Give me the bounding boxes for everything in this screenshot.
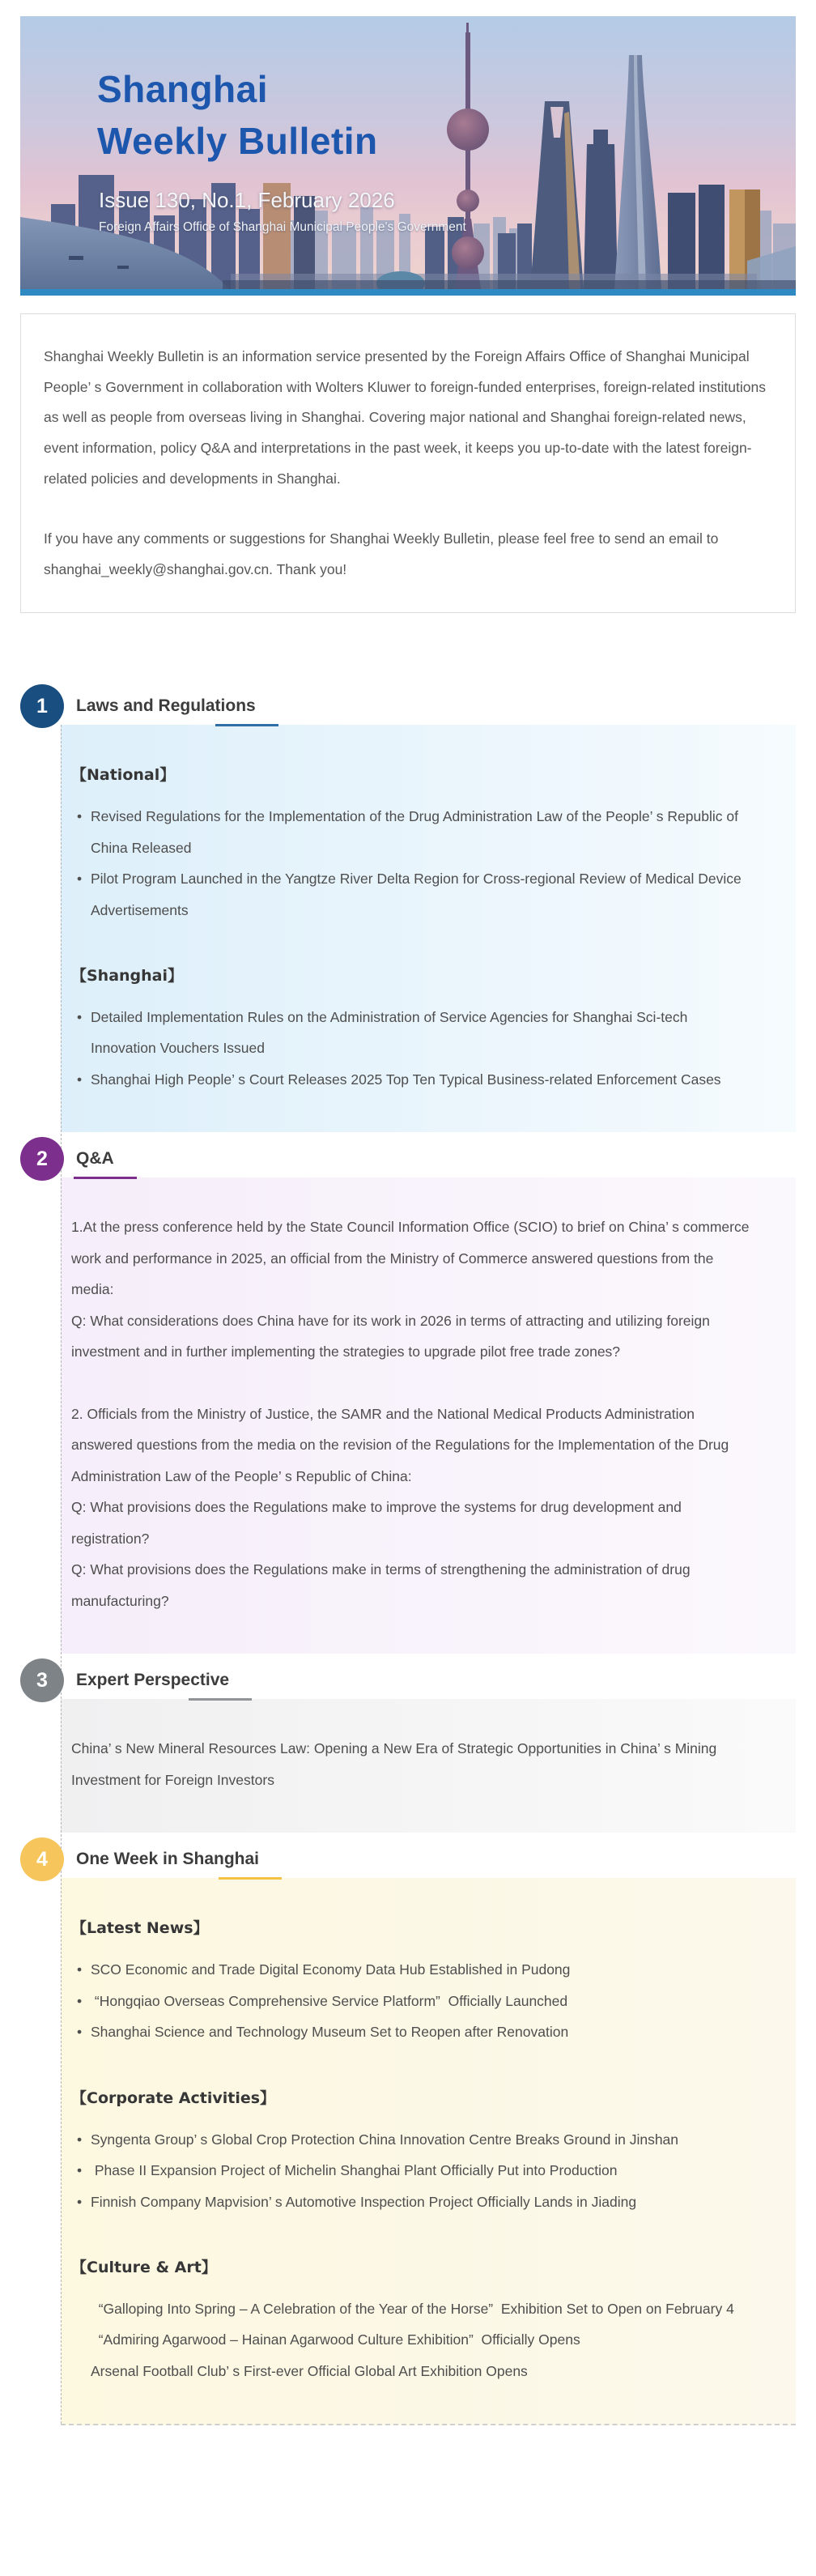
- section-number-badge: 2: [20, 1137, 64, 1181]
- group-item-list: [71, 2293, 751, 2387]
- section-title: [76, 1850, 259, 1869]
- title-underline-decoration: [219, 1877, 282, 1880]
- section-title-text: Expert Perspective: [76, 1671, 230, 1690]
- group-heading: 【National】: [71, 766, 176, 785]
- section-number-badge: 1: [20, 684, 64, 728]
- bulletin-title-line1: Shanghai: [97, 68, 269, 110]
- list-item: • SCO Economic and Trade Digital Economy Data Hub Established in Pudong: [71, 1954, 751, 1986]
- bulletin-title: [97, 63, 378, 168]
- topic-group: [71, 2251, 751, 2387]
- list-item: Arsenal Football Club’ s First-ever Official Global Art Exhibition Opens: [91, 2362, 528, 2379]
- qa-block: [71, 1399, 751, 1617]
- topic-group: [71, 1912, 751, 2047]
- title-underline-decoration: [189, 1698, 252, 1701]
- section-expert-perspective: [20, 1658, 796, 1833]
- list-item: • Phase II Expansion Project of Michelin Shanghai Plant Officially Put into Production: [71, 2155, 751, 2186]
- topic-group: [71, 759, 751, 926]
- list-item: • “Hongqiao Overseas Comprehensive Service Platform” Officially Launched: [71, 1986, 751, 2017]
- section-content-box: [61, 1699, 796, 1833]
- issue-line: Issue 130, No.1, February 2026: [99, 188, 395, 212]
- section-title: [76, 696, 256, 716]
- section-laws-and-regulations: [20, 684, 796, 1132]
- section-content-box: [61, 1177, 796, 1654]
- section-header: [20, 1658, 796, 1702]
- group-heading: 【Corporate Activities】: [71, 2088, 276, 2107]
- qa-paragraph: 2. Officials from the Ministry of Justice, the SAMR and the National Medical Products Administration answered questions from the media on the revision of the Regulations for the Implementation of the Drug Administration Law of the People’ s Republic of China:: [71, 1405, 733, 1484]
- topic-group: [71, 2082, 751, 2217]
- group-heading: 【Shanghai】: [71, 967, 184, 986]
- office-line: Foreign Affairs Office of Shanghai Municipal People's Government: [99, 220, 466, 234]
- section-header: [20, 684, 796, 728]
- list-item: • Shanghai Science and Technology Museum Set to Reopen after Renovation: [71, 2016, 751, 2048]
- section-content-box: [61, 725, 796, 1132]
- list-item: • Pilot Program Launched in the Yangtze River Delta Region for Cross-regional Review of Medical Device Advertisements: [71, 863, 751, 926]
- banner-bottom-bar: [20, 289, 796, 296]
- banner: [20, 16, 796, 296]
- section-header: [20, 1137, 796, 1181]
- banner-image: [20, 16, 796, 289]
- section-paragraph: China’ s New Mineral Resources Law: Opening a New Era of Strategic Opportunities in China’ s Mining Investment for Foreign Investors: [71, 1740, 721, 1788]
- qa-paragraph: Q: What provisions does the Regulations make to improve the systems for drug development and registration?: [71, 1499, 686, 1547]
- section-title: [76, 1671, 229, 1690]
- group-item-list: [71, 1954, 751, 2048]
- group-item-list: [71, 1002, 751, 1096]
- list-item: • Detailed Implementation Rules on the Administration of Service Agencies for Shanghai Sci-tech Innovation Vouchers Issued: [71, 1002, 751, 1064]
- sections-list: [20, 684, 796, 2425]
- qa-paragraph: Q: What considerations does China have for its work in 2026 in terms of attracting and utilizing foreign investment and in further implementing the strategies to upgrade pilot free trade zones?: [71, 1312, 714, 1360]
- list-item: “Galloping Into Spring – A Celebration of the Year of the Horse” Exhibition Set to Open on February 4: [91, 2300, 734, 2317]
- qa-block: [71, 1211, 754, 1368]
- group-heading: 【Culture & Art】: [71, 2259, 217, 2277]
- intro-box: [20, 313, 796, 613]
- group-heading: 【Latest News】: [71, 1919, 209, 1938]
- group-item-list: [71, 801, 751, 926]
- list-item: “Admiring Agarwood – Hainan Agarwood Culture Exhibition” Officially Opens: [91, 2331, 580, 2348]
- list-item: • Revised Regulations for the Implementation of the Drug Administration Law of the People’ s Republic of China Released: [71, 801, 751, 863]
- topic-group: [71, 960, 751, 1095]
- section-title-text: One Week in Shanghai: [76, 1850, 259, 1869]
- list-item: • Syngenta Group’ s Global Crop Protection China Innovation Centre Breaks Ground in Jinshan: [71, 2124, 751, 2156]
- intro-paragraph: Shanghai Weekly Bulletin is an information service presented by the Foreign Affairs Office of Shanghai Municipal People’ s Government in collaboration with Wolters Kluwer to foreign-funded enterprises, foreign-related institutions as well as people from overseas living in Shanghai. Covering major national and Shanghai foreign-related news, event information, policy Q&A and interpretations in the past week, it keeps you up-to-date with the latest foreign-related policies and developments in Shanghai.: [44, 348, 766, 487]
- section-title: [76, 1149, 114, 1169]
- title-underline-decoration: [215, 724, 278, 726]
- section-title-text: Laws and Regulations: [76, 696, 256, 716]
- intro-paragraph: If you have any comments or suggestions for Shanghai Weekly Bulletin, please feel free to send an email to shanghai_weekly@shanghai.gov.cn. Thank you!: [44, 530, 719, 577]
- section-title-text: Q&A: [76, 1149, 114, 1169]
- section-content-box: [61, 1878, 796, 2425]
- list-item: • Shanghai High People’ s Court Releases 2025 Top Ten Typical Business-related Enforcement Cases: [71, 1064, 751, 1096]
- bulletin-page: [20, 0, 796, 2450]
- group-item-list: [71, 2124, 751, 2218]
- qa-paragraph: 1.At the press conference held by the State Council Information Office (SCIO) to brief on China’ s commerce work and performance in 2025, an official from the Ministry of Commerce answered questions from the media:: [71, 1219, 754, 1298]
- qa-paragraph: Q: What provisions does the Regulations make in terms of strengthening the administration of drug manufacturing?: [71, 1561, 695, 1609]
- title-underline-decoration: [74, 1177, 137, 1179]
- section-number-badge: 4: [20, 1837, 64, 1881]
- list-item: • Finnish Company Mapvision’ s Automotive Inspection Project Officially Lands in Jiading: [71, 2186, 751, 2218]
- section-one-week-in-shanghai: [20, 1837, 796, 2425]
- section-header: [20, 1837, 796, 1881]
- bulletin-title-line2: Weekly Bulletin: [97, 120, 378, 163]
- section-number-badge: 3: [20, 1658, 64, 1702]
- section-qa: [20, 1137, 796, 1654]
